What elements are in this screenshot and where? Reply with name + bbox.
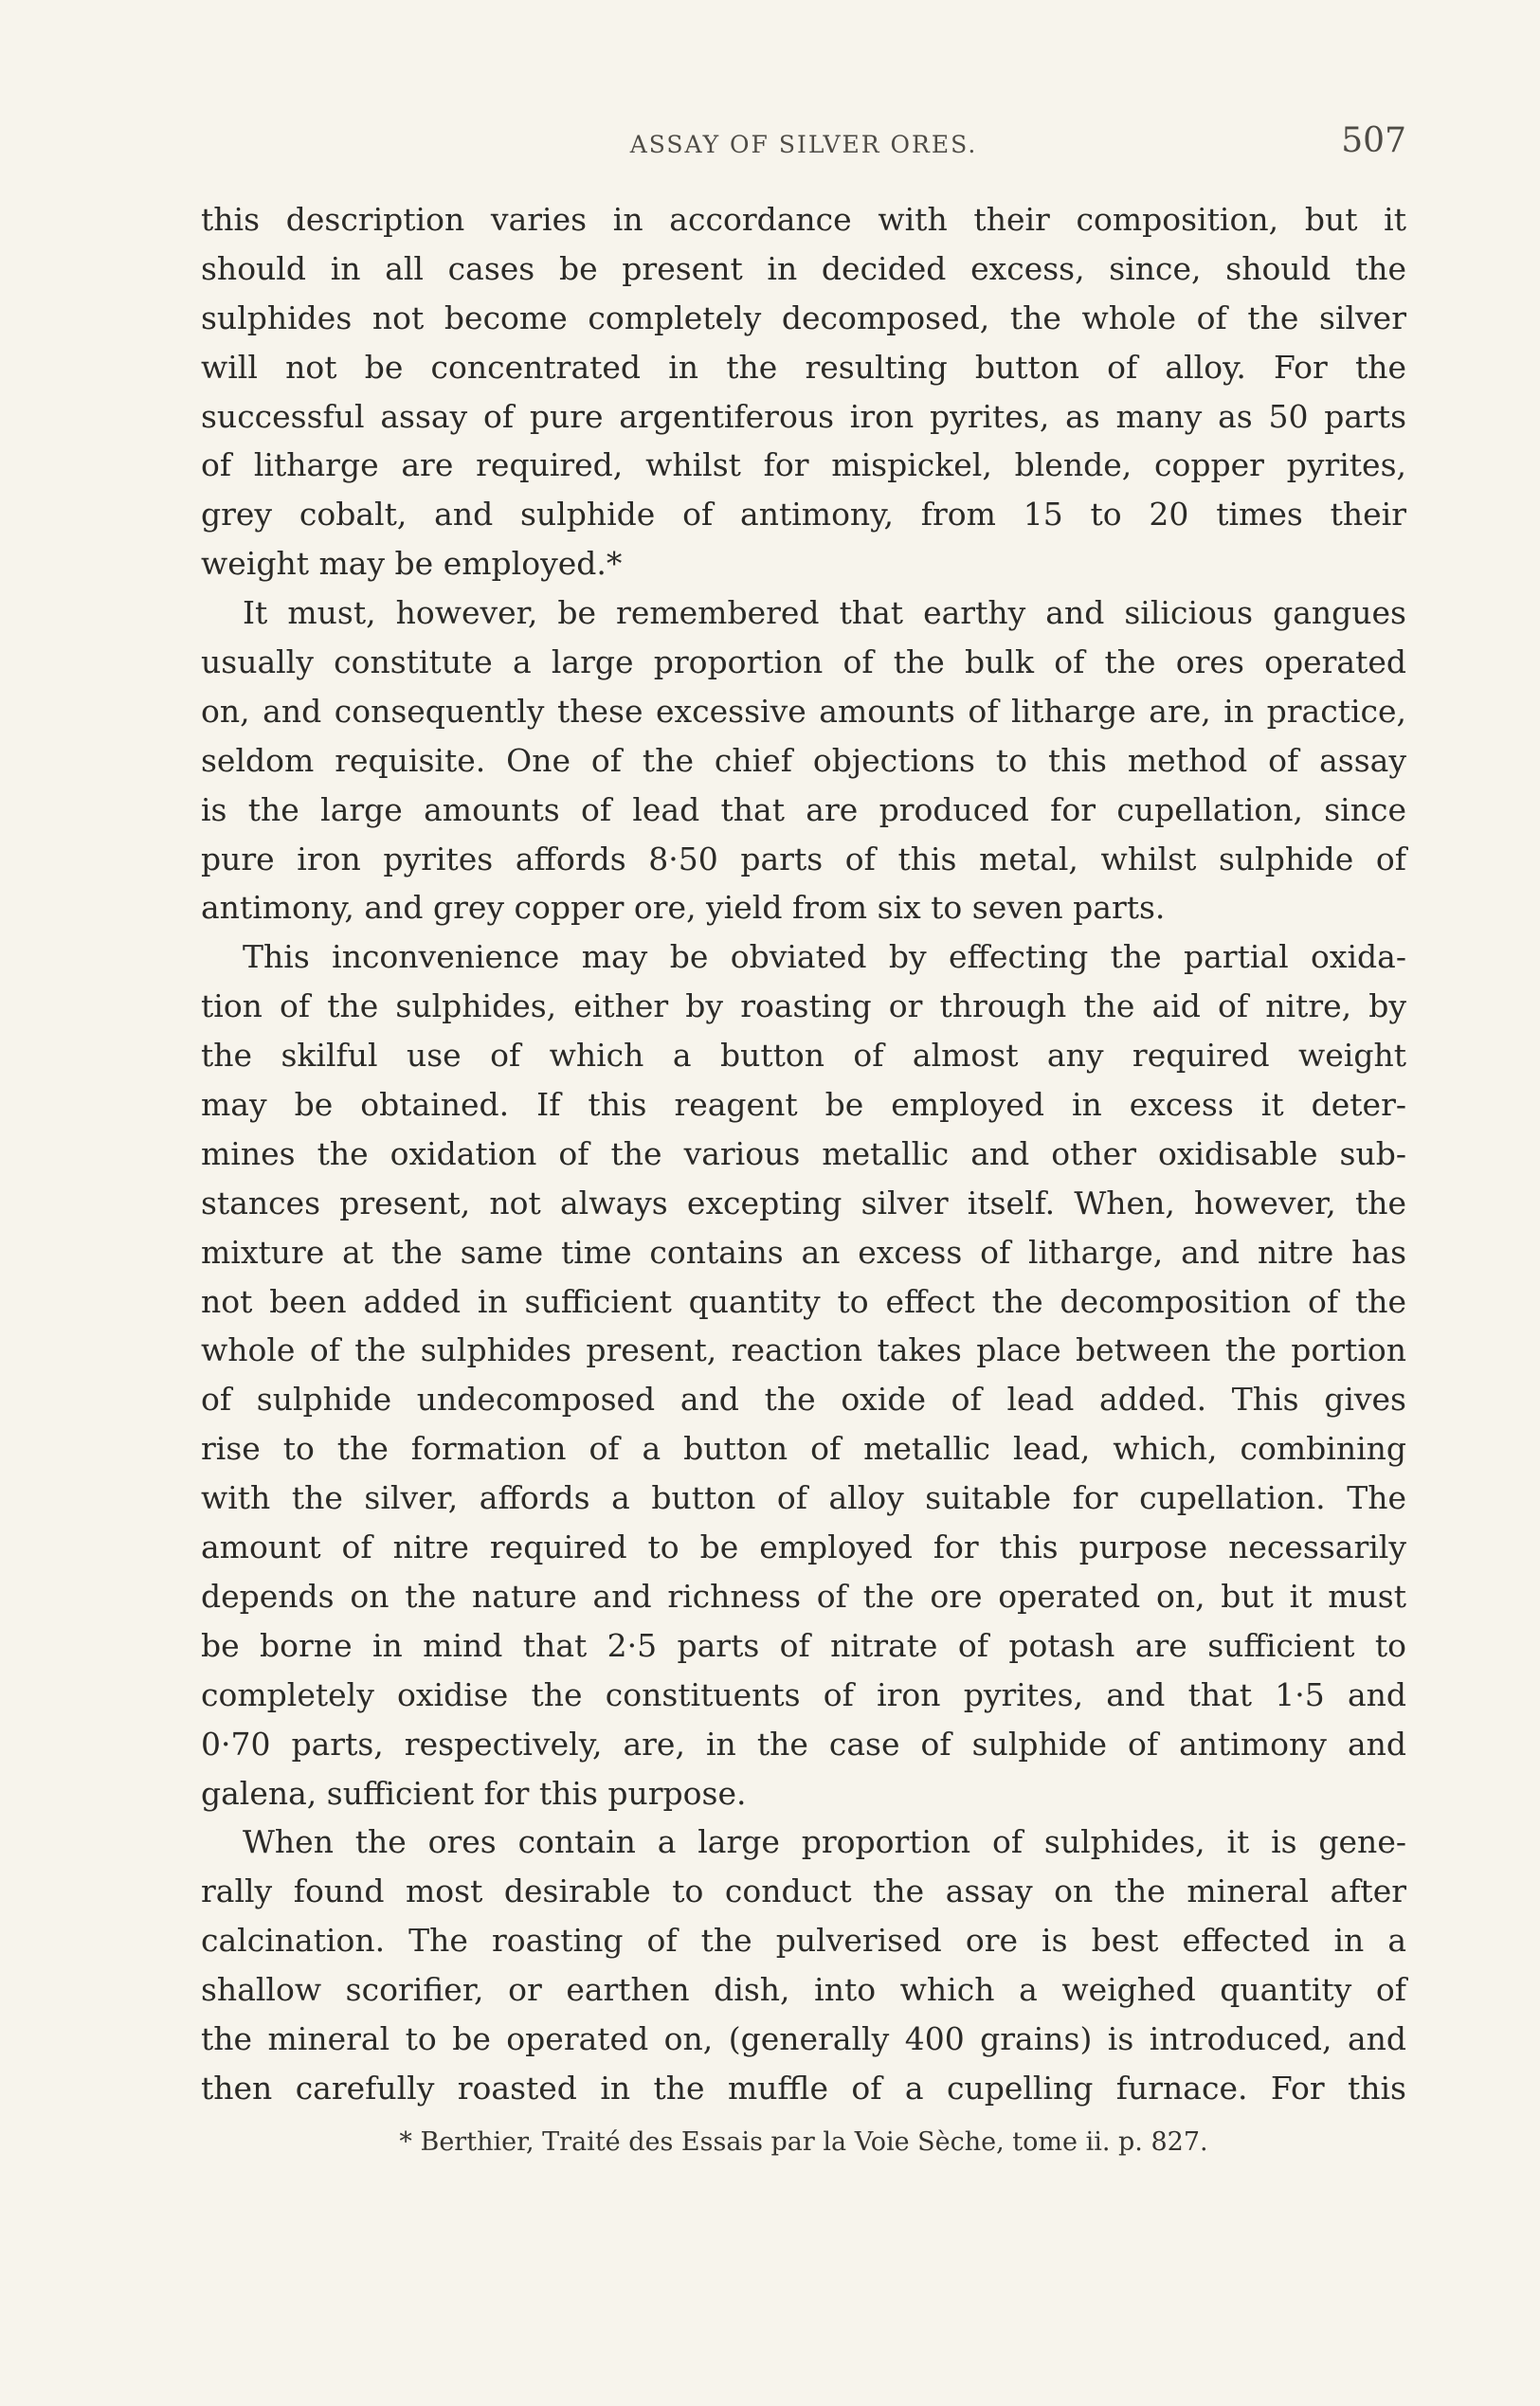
text-line: rise to the formation of a button of metallic lead, which, combining	[201, 1430, 1406, 1468]
text-line: 0·70 parts, respectively, are, in the case of sulphide of antimony and	[201, 1725, 1406, 1763]
text-line: seldom requisite. One of the chief objections to this method of assay	[201, 741, 1406, 779]
text-line: mixture at the same time contains an excess of litharge, and nitre has	[201, 1233, 1406, 1271]
text-line: whole of the sulphides present, reaction takes place between the portion	[201, 1331, 1406, 1369]
text-line: the skilful use of which a button of almost any required weight	[201, 1037, 1406, 1075]
text-line: completely oxidise the constituents of iron pyrites, and that 1·5 and	[201, 1675, 1406, 1713]
text-line: When the ores contain a large proportion of sulphides, it is gene-	[243, 1823, 1406, 1861]
text-line: will not be concentrated in the resulting button of alloy. For the	[201, 348, 1406, 386]
footnote: * Berthier, Traité des Essais par la Voie Sèche, tome ii. p. 827.	[399, 2127, 1208, 2157]
text-line: sulphides not become completely decomposed, the whole of the silver	[201, 298, 1406, 336]
page-number: 507	[1341, 121, 1406, 160]
text-line: on, and consequently these excessive amounts of litharge are, in practice,	[201, 692, 1406, 730]
text-line: may be obtained. If this reagent be employed in excess it deter-	[201, 1086, 1406, 1124]
text-line: is the large amounts of lead that are produced for cupellation, since	[201, 790, 1406, 828]
page-header	[201, 116, 1406, 172]
running-title: ASSAY OF SILVER ORES.	[629, 131, 978, 158]
text-line: It must, however, be remembered that earthy and silicious gangues	[243, 594, 1406, 632]
text-line: amount of nitre required to be employed for this purpose necessarily	[201, 1529, 1406, 1566]
text-line: usually constitute a large proportion of the bulk of the ores operated	[201, 643, 1406, 681]
text-line: stances present, not always excepting silver itself. When, however, the	[201, 1184, 1406, 1221]
text-line: not been added in sufficient quantity to effect the decomposition of the	[201, 1282, 1406, 1320]
text-line: then carefully roasted in the muffle of a cupelling furnace. For this	[201, 2069, 1406, 2107]
text-line: tion of the sulphides, either by roasting or through the aid of nitre, by	[201, 987, 1406, 1025]
body-text	[201, 195, 1406, 2113]
text-line: rally found most desirable to conduct the assay on the mineral after	[201, 1872, 1406, 1910]
text-line: This inconvenience may be obviated by effecting the partial oxida-	[243, 938, 1406, 976]
text-line: be borne in mind that 2·5 parts of nitrate of potash are sufficient to	[201, 1626, 1406, 1664]
text-line: mines the oxidation of the various metallic and other oxidisable sub-	[201, 1134, 1406, 1172]
text-line: weight may be employed.*	[201, 545, 623, 583]
text-line: galena, sufficient for this purpose.	[201, 1774, 747, 1812]
text-line: pure iron pyrites affords 8·50 parts of this metal, whilst sulphide of	[201, 840, 1406, 877]
text-line: the mineral to be operated on, (generally 400 grains) is introduced, and	[201, 2019, 1406, 2057]
text-line: grey cobalt, and sulphide of antimony, from 15 to 20 times their	[201, 496, 1406, 534]
text-line: of litharge are required, whilst for mispickel, blende, copper pyrites,	[201, 446, 1406, 484]
text-line: should in all cases be present in decided excess, since, should the	[201, 249, 1406, 287]
text-line: successful assay of pure argentiferous iron pyrites, as many as 50 parts	[201, 397, 1406, 435]
text-line: of sulphide undecomposed and the oxide of lead added. This gives	[201, 1381, 1406, 1419]
text-line: this description varies in accordance with their composition, but it	[201, 201, 1406, 238]
text-line: calcination. The roasting of the pulverised ore is best effected in a	[201, 1922, 1406, 1960]
text-line: shallow scorifier, or earthen dish, into which a weighed quantity of	[201, 1971, 1406, 2009]
text-line: antimony, and grey copper ore, yield from six to seven parts.	[201, 889, 1166, 927]
text-line: with the silver, affords a button of alloy suitable for cupellation. The	[201, 1479, 1406, 1517]
text-line: depends on the nature and richness of the ore operated on, but it must	[201, 1577, 1406, 1615]
